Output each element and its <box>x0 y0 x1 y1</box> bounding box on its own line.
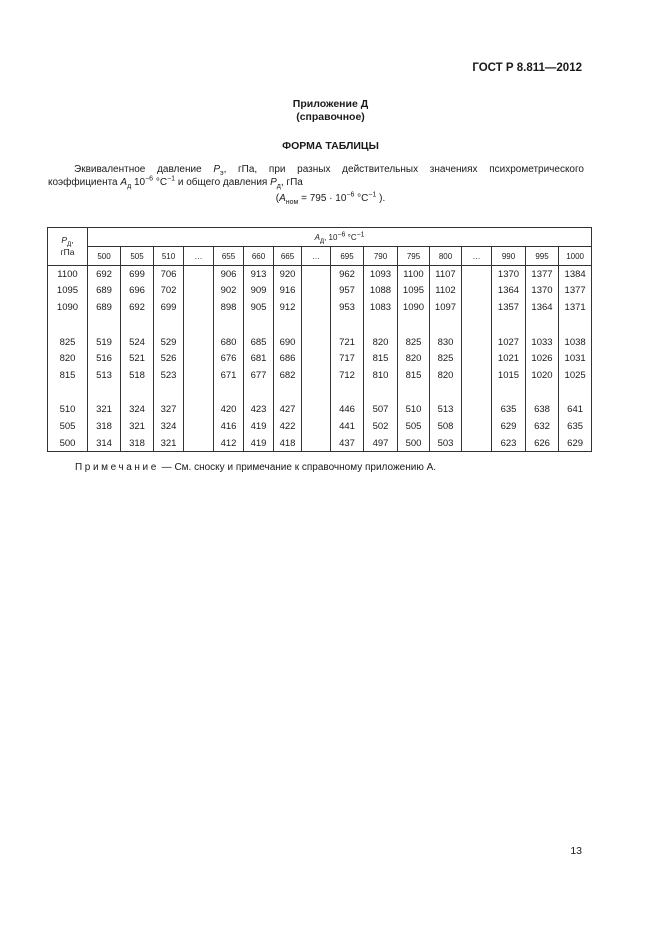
spacer-cell <box>331 384 364 402</box>
value-cell: 820 <box>430 367 462 384</box>
table-header-row <box>48 228 592 247</box>
value-cell: 508 <box>430 418 462 435</box>
value-cell: 1088 <box>364 283 398 300</box>
value-cell: 692 <box>121 299 154 316</box>
value-cell: 912 <box>274 299 302 316</box>
spacer-cell <box>244 316 274 334</box>
formula-text: ( <box>275 193 280 204</box>
spacer-cell <box>154 384 184 402</box>
value-cell: 1083 <box>364 299 398 316</box>
exponent: −1 <box>167 175 176 183</box>
value-cell: 518 <box>121 367 154 384</box>
intro-paragraph <box>48 163 584 189</box>
subscript-d: д <box>127 183 132 190</box>
value-cell: 641 <box>559 402 592 419</box>
value-cell <box>184 367 214 384</box>
value-cell: 815 <box>398 367 430 384</box>
pressure-table <box>47 227 592 452</box>
value-cell <box>462 334 492 351</box>
intro-text: , гПа, при разных действительных значениях психрометрического коэффициента <box>48 164 584 188</box>
spacer-cell <box>302 316 331 334</box>
value-cell: 696 <box>121 283 154 300</box>
value-cell: 419 <box>244 418 274 435</box>
value-cell: 629 <box>492 418 526 435</box>
value-cell <box>302 350 331 367</box>
value-cell: 905 <box>244 299 274 316</box>
table-row <box>48 266 592 283</box>
pressure-cell: 505 <box>48 418 88 435</box>
value-cell: 314 <box>88 435 121 452</box>
column-group-header <box>88 228 592 247</box>
value-cell <box>184 334 214 351</box>
column-header: 1000 <box>559 247 592 266</box>
intro-text: , гПа <box>280 177 303 188</box>
spacer-cell <box>398 316 430 334</box>
separator: , <box>71 235 74 245</box>
value-cell <box>462 299 492 316</box>
value-cell: 502 <box>364 418 398 435</box>
table-row <box>48 299 592 316</box>
value-cell: 427 <box>274 402 302 419</box>
pressure-cell: 820 <box>48 350 88 367</box>
note-label: Примечание <box>75 462 159 473</box>
value-cell: 692 <box>88 266 121 283</box>
form-title: ФОРМА ТАБЛИЦЫ <box>282 140 379 152</box>
value-cell: 721 <box>331 334 364 351</box>
value-cell: 689 <box>88 283 121 300</box>
spacer-row <box>48 316 592 334</box>
value-cell: 920 <box>274 266 302 283</box>
value-cell: 676 <box>214 350 244 367</box>
value-cell: 497 <box>364 435 398 452</box>
value-cell <box>302 418 331 435</box>
value-cell: 702 <box>154 283 184 300</box>
pressure-cell: 825 <box>48 334 88 351</box>
value-cell: 690 <box>274 334 302 351</box>
column-header: 800 <box>430 247 462 266</box>
value-cell: 906 <box>214 266 244 283</box>
value-cell <box>302 299 331 316</box>
spacer-cell <box>331 316 364 334</box>
intro-text: Эквивалентное давление <box>74 164 214 175</box>
value-cell: 671 <box>214 367 244 384</box>
value-cell: 516 <box>88 350 121 367</box>
value-cell: 1377 <box>526 266 559 283</box>
value-cell: 1384 <box>559 266 592 283</box>
column-header: 665 <box>274 247 302 266</box>
spacer-cell <box>121 384 154 402</box>
value-cell: 510 <box>398 402 430 419</box>
value-cell: 324 <box>154 418 184 435</box>
value-cell: 1025 <box>559 367 592 384</box>
table-row <box>48 367 592 384</box>
pressure-cell: 500 <box>48 435 88 452</box>
formula-text: = 795 · 10 <box>298 193 347 204</box>
exponent: −6 <box>145 175 154 183</box>
spacer-cell <box>462 316 492 334</box>
value-cell: 815 <box>364 350 398 367</box>
value-cell <box>302 334 331 351</box>
document-code: ГОСТ Р 8.811—2012 <box>472 62 582 74</box>
subscript-d: д <box>319 237 325 245</box>
value-cell <box>462 266 492 283</box>
value-cell: 519 <box>88 334 121 351</box>
value-cell <box>302 283 331 300</box>
symbol-p: P <box>61 235 68 245</box>
value-cell: 1377 <box>559 283 592 300</box>
symbol-a: A <box>279 193 286 204</box>
value-cell: 953 <box>331 299 364 316</box>
value-cell: 825 <box>398 334 430 351</box>
column-header: 505 <box>121 247 154 266</box>
spacer-cell <box>430 316 462 334</box>
subscript-e: э <box>219 170 224 177</box>
value-cell: 420 <box>214 402 244 419</box>
value-cell: 1038 <box>559 334 592 351</box>
formula-text: °С <box>354 193 369 204</box>
value-cell: 677 <box>244 367 274 384</box>
value-cell: 957 <box>331 283 364 300</box>
value-cell <box>184 266 214 283</box>
value-cell: 1033 <box>526 334 559 351</box>
spacer-cell <box>244 384 274 402</box>
value-cell: 503 <box>430 435 462 452</box>
row-header-cell <box>48 228 88 266</box>
column-header: … <box>302 247 331 266</box>
pressure-cell: 1090 <box>48 299 88 316</box>
intro-text: °С <box>153 177 168 188</box>
value-cell: 689 <box>88 299 121 316</box>
subscript-d: д <box>67 240 72 248</box>
value-cell: 635 <box>492 402 526 419</box>
value-cell: 909 <box>244 283 274 300</box>
table-row <box>48 334 592 351</box>
value-cell <box>184 299 214 316</box>
value-cell: 913 <box>244 266 274 283</box>
column-header: 510 <box>154 247 184 266</box>
value-cell: 830 <box>430 334 462 351</box>
value-cell: 1020 <box>526 367 559 384</box>
unit-label: гПа <box>60 247 75 257</box>
symbol-a: A <box>314 232 320 242</box>
table-row <box>48 402 592 419</box>
intro-text: 10 <box>131 177 146 188</box>
value-cell: 810 <box>364 367 398 384</box>
value-cell: 898 <box>214 299 244 316</box>
formula-line <box>0 193 661 204</box>
table-body <box>48 266 592 452</box>
spacer-cell <box>398 384 430 402</box>
pressure-cell: 1095 <box>48 283 88 300</box>
annex-title: Приложение Д <box>292 98 369 110</box>
symbol-p: P <box>213 164 220 175</box>
value-cell: 1107 <box>430 266 462 283</box>
note-text: — См. сноску и примечание к справочному приложению А. <box>158 462 437 473</box>
symbol-a: A <box>120 177 128 188</box>
value-cell <box>462 435 492 452</box>
value-cell: 962 <box>331 266 364 283</box>
pressure-cell: 815 <box>48 367 88 384</box>
spacer-cell <box>462 384 492 402</box>
spacer-cell <box>48 316 88 334</box>
value-cell: 902 <box>214 283 244 300</box>
value-cell: 1090 <box>398 299 430 316</box>
value-cell: 685 <box>244 334 274 351</box>
value-cell: 441 <box>331 418 364 435</box>
spacer-cell <box>184 316 214 334</box>
spacer-cell <box>214 316 244 334</box>
value-cell <box>302 266 331 283</box>
spacer-cell <box>559 316 592 334</box>
spacer-cell <box>274 384 302 402</box>
value-cell: 513 <box>430 402 462 419</box>
subscript-nom: ном <box>285 199 299 206</box>
value-cell: 1364 <box>526 299 559 316</box>
value-cell: 1100 <box>398 266 430 283</box>
column-header: 655 <box>214 247 244 266</box>
table-row <box>48 283 592 300</box>
group-text: °С <box>345 232 357 242</box>
value-cell: 412 <box>214 435 244 452</box>
spacer-cell <box>364 316 398 334</box>
column-header: 695 <box>331 247 364 266</box>
value-cell: 418 <box>274 435 302 452</box>
value-cell <box>184 402 214 419</box>
value-cell: 318 <box>121 435 154 452</box>
value-cell: 321 <box>88 402 121 419</box>
value-cell: 1031 <box>559 350 592 367</box>
value-cell: 699 <box>121 266 154 283</box>
table-row <box>48 435 592 452</box>
value-cell: 626 <box>526 435 559 452</box>
column-header: 790 <box>364 247 398 266</box>
value-cell: 680 <box>214 334 244 351</box>
value-cell: 524 <box>121 334 154 351</box>
exponent: −6 <box>337 230 346 238</box>
exponent: −1 <box>356 230 365 238</box>
value-cell: 916 <box>274 283 302 300</box>
value-cell: 1026 <box>526 350 559 367</box>
value-cell: 717 <box>331 350 364 367</box>
spacer-cell <box>214 384 244 402</box>
value-cell: 1370 <box>526 283 559 300</box>
value-cell: 416 <box>214 418 244 435</box>
value-cell: 526 <box>154 350 184 367</box>
spacer-cell <box>184 384 214 402</box>
column-header-row <box>48 247 592 266</box>
value-cell: 629 <box>559 435 592 452</box>
spacer-cell <box>526 316 559 334</box>
spacer-cell <box>274 316 302 334</box>
value-cell: 1364 <box>492 283 526 300</box>
spacer-row <box>48 384 592 402</box>
table-row <box>48 350 592 367</box>
value-cell: 1357 <box>492 299 526 316</box>
value-cell: 500 <box>398 435 430 452</box>
value-cell: 521 <box>121 350 154 367</box>
column-header: … <box>462 247 492 266</box>
value-cell <box>462 402 492 419</box>
value-cell: 1095 <box>398 283 430 300</box>
value-cell: 321 <box>121 418 154 435</box>
spacer-cell <box>121 316 154 334</box>
value-cell: 638 <box>526 402 559 419</box>
value-cell <box>462 283 492 300</box>
spacer-cell <box>364 384 398 402</box>
exponent: −6 <box>346 191 355 199</box>
value-cell: 505 <box>398 418 430 435</box>
value-cell: 623 <box>492 435 526 452</box>
value-cell: 1371 <box>559 299 592 316</box>
table-row <box>48 418 592 435</box>
annex-subtitle: (справочное) <box>296 111 365 123</box>
value-cell: 706 <box>154 266 184 283</box>
spacer-cell <box>559 384 592 402</box>
value-cell <box>302 402 331 419</box>
value-cell <box>184 435 214 452</box>
value-cell: 820 <box>398 350 430 367</box>
group-text: , 10 <box>324 232 338 242</box>
column-header: 990 <box>492 247 526 266</box>
value-cell: 318 <box>88 418 121 435</box>
value-cell: 681 <box>244 350 274 367</box>
value-cell <box>462 418 492 435</box>
column-header: 995 <box>526 247 559 266</box>
spacer-cell <box>492 316 526 334</box>
value-cell: 419 <box>244 435 274 452</box>
value-cell: 446 <box>331 402 364 419</box>
value-cell: 1021 <box>492 350 526 367</box>
value-cell: 1015 <box>492 367 526 384</box>
value-cell: 422 <box>274 418 302 435</box>
column-header: 660 <box>244 247 274 266</box>
spacer-cell <box>526 384 559 402</box>
value-cell: 523 <box>154 367 184 384</box>
spacer-cell <box>48 384 88 402</box>
spacer-cell <box>302 384 331 402</box>
value-cell: 324 <box>121 402 154 419</box>
spacer-cell <box>154 316 184 334</box>
intro-text: и общего давления <box>175 177 271 188</box>
value-cell: 1102 <box>430 283 462 300</box>
value-cell: 513 <box>88 367 121 384</box>
page-number: 13 <box>570 845 582 857</box>
spacer-cell <box>492 384 526 402</box>
value-cell: 423 <box>244 402 274 419</box>
value-cell <box>184 350 214 367</box>
formula-text: ). <box>376 193 386 204</box>
value-cell <box>184 418 214 435</box>
column-header: … <box>184 247 214 266</box>
value-cell: 635 <box>559 418 592 435</box>
value-cell <box>462 367 492 384</box>
value-cell: 1093 <box>364 266 398 283</box>
value-cell: 507 <box>364 402 398 419</box>
value-cell: 682 <box>274 367 302 384</box>
value-cell <box>302 435 331 452</box>
subscript-d: д <box>276 183 281 190</box>
value-cell: 529 <box>154 334 184 351</box>
symbol-p: P <box>270 177 277 188</box>
value-cell: 825 <box>430 350 462 367</box>
value-cell <box>462 350 492 367</box>
column-header: 500 <box>88 247 121 266</box>
value-cell: 327 <box>154 402 184 419</box>
value-cell: 820 <box>364 334 398 351</box>
value-cell: 1370 <box>492 266 526 283</box>
spacer-cell <box>430 384 462 402</box>
spacer-cell <box>88 384 121 402</box>
value-cell: 632 <box>526 418 559 435</box>
value-cell: 712 <box>331 367 364 384</box>
column-header: 795 <box>398 247 430 266</box>
value-cell: 321 <box>154 435 184 452</box>
pressure-cell: 1100 <box>48 266 88 283</box>
value-cell <box>184 283 214 300</box>
exponent: −1 <box>368 191 377 199</box>
pressure-cell: 510 <box>48 402 88 419</box>
annex-heading <box>0 98 661 124</box>
note <box>75 462 436 473</box>
value-cell: 686 <box>274 350 302 367</box>
value-cell: 1027 <box>492 334 526 351</box>
value-cell: 699 <box>154 299 184 316</box>
value-cell <box>302 367 331 384</box>
spacer-cell <box>88 316 121 334</box>
value-cell: 1097 <box>430 299 462 316</box>
value-cell: 437 <box>331 435 364 452</box>
